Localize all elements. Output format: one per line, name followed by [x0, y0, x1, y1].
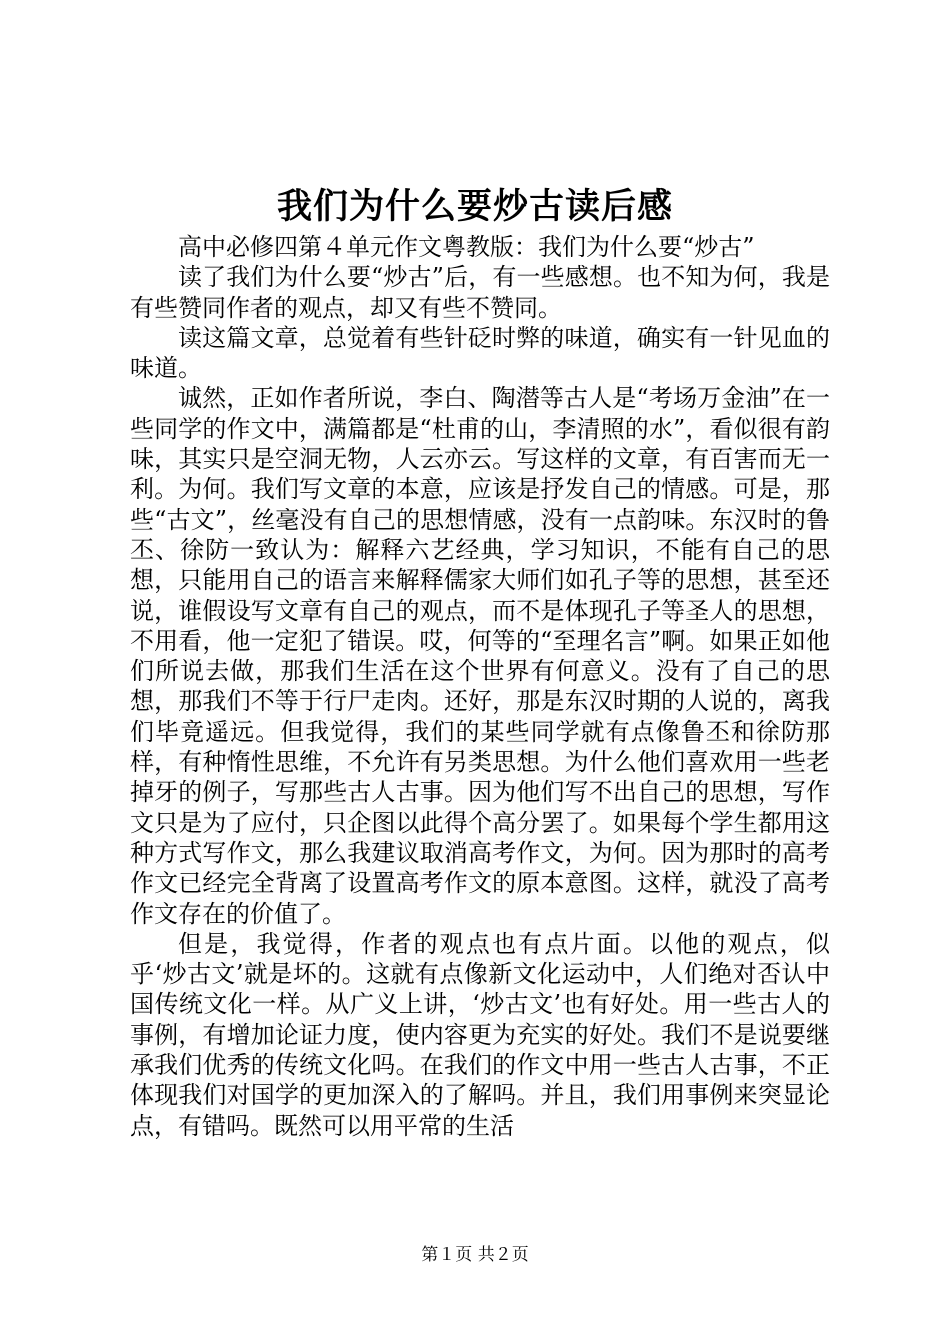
paragraph-1: 高中必修四第４单元作文粤教版：我们为什么要“炒古”: [178, 233, 755, 261]
paragraph-4: 诚然，正如作者所说，李白、陶潜等古人是“考场万金油”在一些同学的作文中，满篇都是“杜甫的山，李清照的水”，看似很有韵味，其实只是空洞无物，人云亦云。写这样的文章，有百害而无一利。为何。我们写文章的本意，应该是抒发自己的情感。可是，那些“古文”，丝毫没有自己的思想情感，没有一点韵味。东汉时的鲁丕、徐防一致认为：解释六艺经典，学习知识，不能有自己的思想，只能用自己的语言来解释儒家大师们如孔子等的思想，甚至还说，谁假设写文章有自己的观点，而不是体现孔子等圣人的思想，不用看，他一定犯了错误。哎，何等的“至理名言”啊。如果正如他们所说去做，那我们生活在这个世界有何意义。没有了自己的思想，那我们不等于行尸走肉。还好，那是东汉时期的人说的，离我们毕竟遥远。但我觉得，我们的某些同学就有点像鲁丕和徐防那样，有种惰性思维，不允许有另类思想。为什么他们喜欢用一些老掉牙的例子，写那些古人古事。因为他们写不出自己的思想，写作文只是为了应付，只企图以此得个高分罢了。如果每个学生都用这种方式写作文，那么我建议取消高考作文，为何。因为那时的高考作文已经完全背离了设置高考作文的原本意图。这样，就没了高考作文存在的价值了。: [130, 384, 830, 928]
paragraph-3: 读这篇文章，总觉着有些针砭时弊的味道，确实有一针见血的味道。: [130, 323, 830, 383]
paragraph-2: 读了我们为什么要“炒古”后，有一些感想。也不知为何，我是有些赞同作者的观点，却又有些不赞同。: [130, 263, 830, 322]
document-title: 我们为什么要炒古读后感: [276, 186, 673, 227]
paragraph-5: 但是，我觉得，作者的观点也有点片面。以他的观点，似乎‘炒古文’就是坏的。这就有点像新文化运动中，人们绝对否认中国传统文化一样。从广义上讲，‘炒古文’也有好处。用一些古人的事例，有增加论证力度，使内容更为充实的好处。我们不是说要继承我们优秀的传统文化吗。在我们的作文中用一些古人古事，不正体现我们对国学的更加深入的了解吗。并且，我们用事例来突显论点，有错吗。既然可以用平常的生活: [130, 929, 830, 1140]
document-body: [130, 232, 830, 1141]
page-number-footer: 第１页 共２页: [421, 1245, 529, 1265]
